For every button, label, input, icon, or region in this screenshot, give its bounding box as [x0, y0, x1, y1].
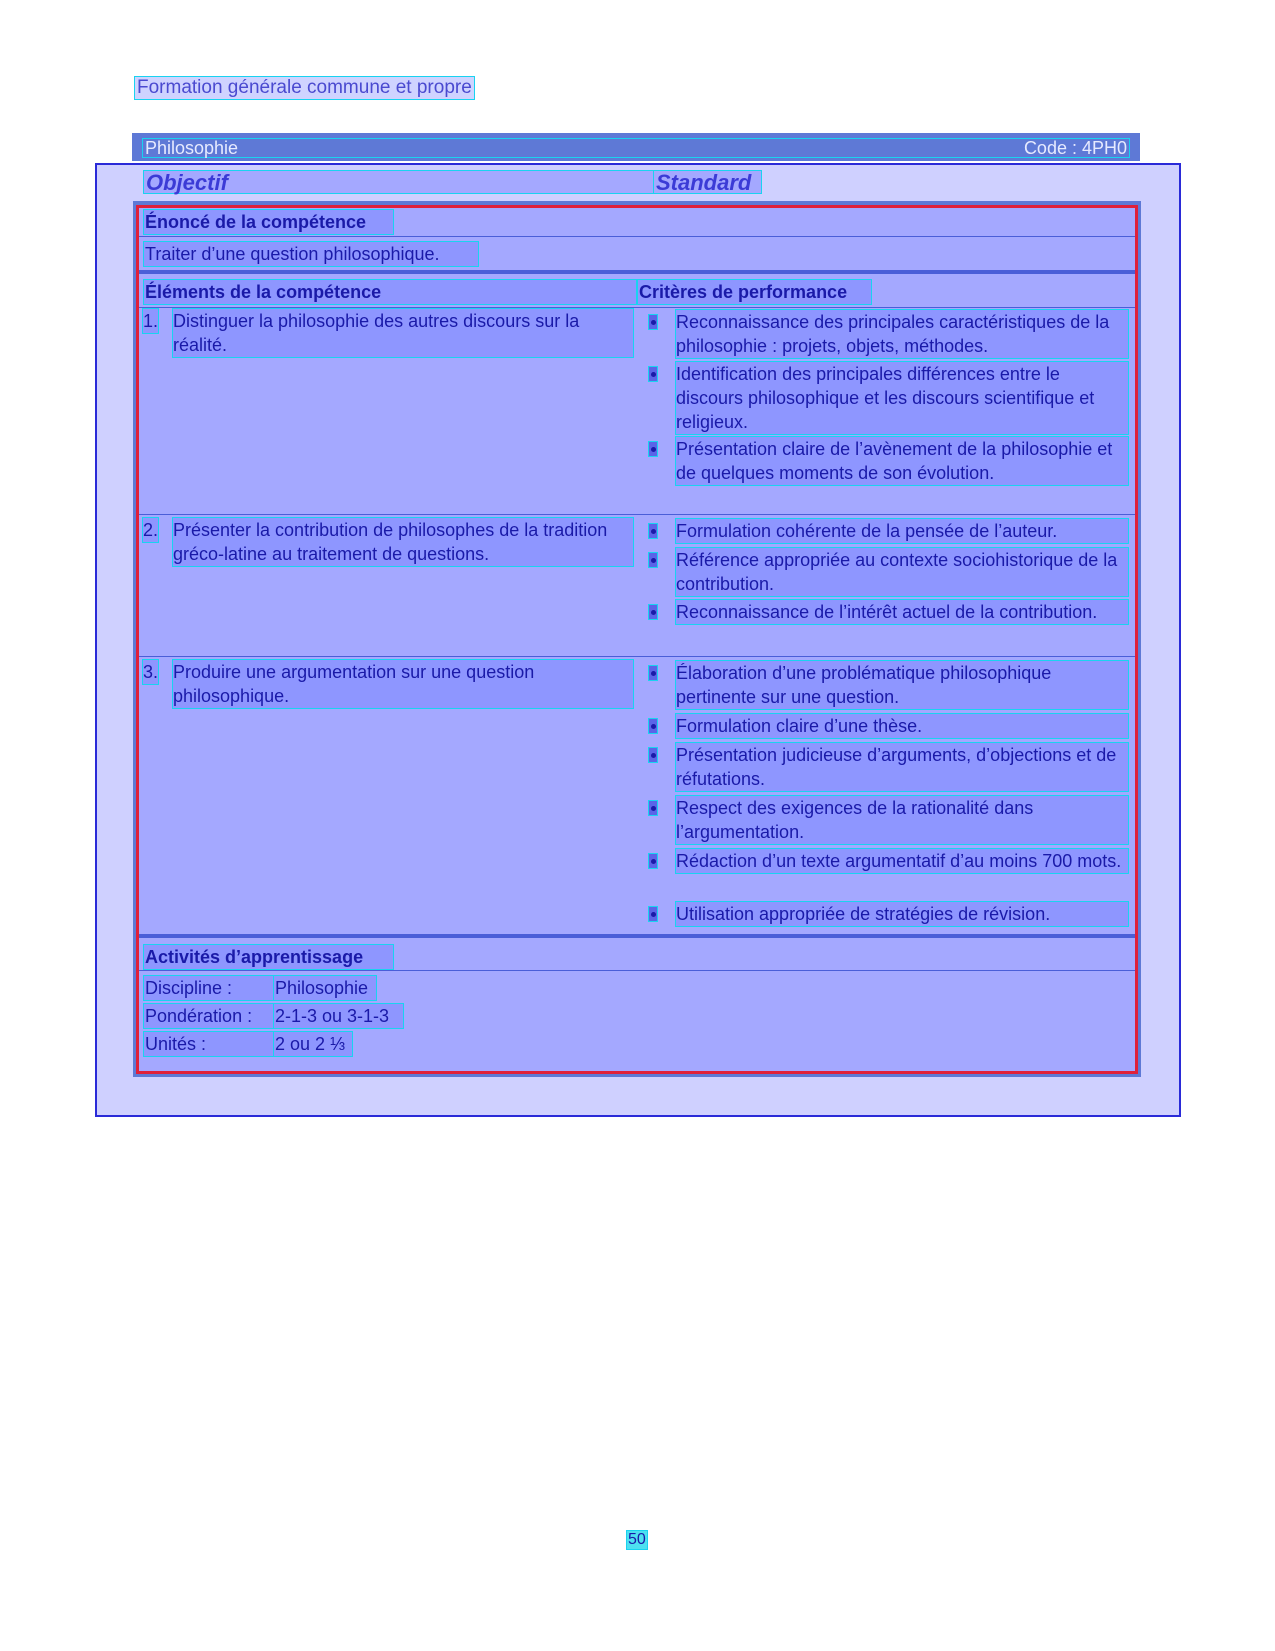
enonce-heading: Énoncé de la compétence [143, 209, 394, 235]
bullet-icon [648, 718, 658, 734]
bullet-icon [648, 523, 658, 539]
element-text: Distinguer la philosophie des autres discours sur la réalité. [173, 309, 633, 357]
critere-text: Reconnaissance des principales caractéristiques de la philosophie : projets, objets, méthodes. [676, 310, 1128, 358]
critere-3-1 [648, 661, 1128, 709]
course-code: Code : 4PH0 [1023, 137, 1127, 158]
critere-1-2 [648, 362, 1128, 434]
critere-text: Rédaction d’un texte argumentatif d’au moins 700 mots. [676, 849, 1128, 873]
enonce-text: Traiter d’une question philosophique. [143, 241, 479, 267]
critere-3-5 [648, 849, 1128, 897]
critere-3-2 [648, 714, 1128, 738]
bullet-icon [648, 747, 658, 763]
element-3 [143, 660, 633, 708]
activites-heading: Activités d’apprentissage [143, 944, 394, 970]
critere-3-3 [648, 743, 1128, 791]
standard-label: Standard [653, 170, 762, 194]
course-discipline: Philosophie [145, 137, 239, 158]
critere-2-3 [648, 600, 1128, 648]
critere-3-6 [648, 902, 1128, 926]
ponderation-value: 2-1-3 ou 3-1-3 [273, 1003, 404, 1029]
divider [139, 270, 1135, 274]
program-header: Formation générale commune et propre [134, 76, 475, 100]
unites-label: Unités : [143, 1031, 274, 1057]
divider [139, 307, 1135, 308]
critere-3-4 [648, 796, 1128, 844]
critere-text: Respect des exigences de la rationalité dans l’argumentation. [676, 796, 1128, 844]
critere-text: Formulation cohérente de la pensée de l’auteur. [676, 519, 1128, 543]
critere-1-1 [648, 310, 1128, 358]
ponderation-label: Pondération : [143, 1003, 274, 1029]
divider [139, 934, 1135, 938]
objectif-label: Objectif [143, 170, 655, 194]
bullet-icon [648, 604, 658, 620]
bullet-icon [648, 906, 658, 922]
critere-text: Élaboration d’une problématique philosophique pertinente sur une question. [676, 661, 1128, 709]
critere-text: Présentation judicieuse d’arguments, d’objections et de réfutations. [676, 743, 1128, 791]
element-1 [143, 309, 633, 357]
elements-column-header: Éléments de la compétence [143, 279, 637, 305]
divider [139, 514, 1135, 515]
element-2 [143, 518, 633, 566]
divider [139, 236, 1135, 237]
critere-text: Présentation claire de l’avènement de la philosophie et de quelques moments de son évolution. [676, 437, 1128, 485]
bullet-icon [648, 853, 658, 869]
divider [139, 656, 1135, 657]
critere-text: Formulation claire d’une thèse. [676, 714, 1128, 738]
critere-text: Référence appropriée au contexte sociohistorique de la contribution. [676, 548, 1128, 596]
criteres-column-header: Critères de performance [637, 279, 872, 305]
bullet-icon [648, 552, 658, 568]
unites-value: 2 ou 2 ⅓ [273, 1031, 353, 1057]
course-title-bar [132, 133, 1140, 161]
element-number: 1. [143, 311, 159, 331]
critere-text: Utilisation appropriée de stratégies de révision. [676, 902, 1128, 926]
bullet-icon [648, 441, 658, 457]
critere-2-1 [648, 519, 1128, 543]
page-number: 50 [628, 1531, 646, 1548]
element-text: Produire une argumentation sur une question philosophique. [173, 660, 633, 708]
critere-1-3 [648, 437, 1128, 509]
element-number: 2. [143, 520, 159, 540]
divider [139, 970, 1135, 971]
discipline-label: Discipline : [143, 975, 274, 1001]
discipline-value: Philosophie [273, 975, 377, 1001]
critere-text: Identification des principales différences entre le discours philosophique et les discours scientifique et religieux. [676, 362, 1128, 434]
bullet-icon [648, 314, 658, 330]
bullet-icon [648, 665, 658, 681]
competence-table [136, 205, 1138, 1074]
critere-text: Reconnaissance de l’intérêt actuel de la contribution. [676, 600, 1128, 624]
element-text: Présenter la contribution de philosophes de la tradition gréco-latine au traitement de questions. [173, 518, 633, 566]
element-number: 3. [143, 662, 159, 682]
bullet-icon [648, 800, 658, 816]
bullet-icon [648, 366, 658, 382]
critere-2-2 [648, 548, 1128, 596]
